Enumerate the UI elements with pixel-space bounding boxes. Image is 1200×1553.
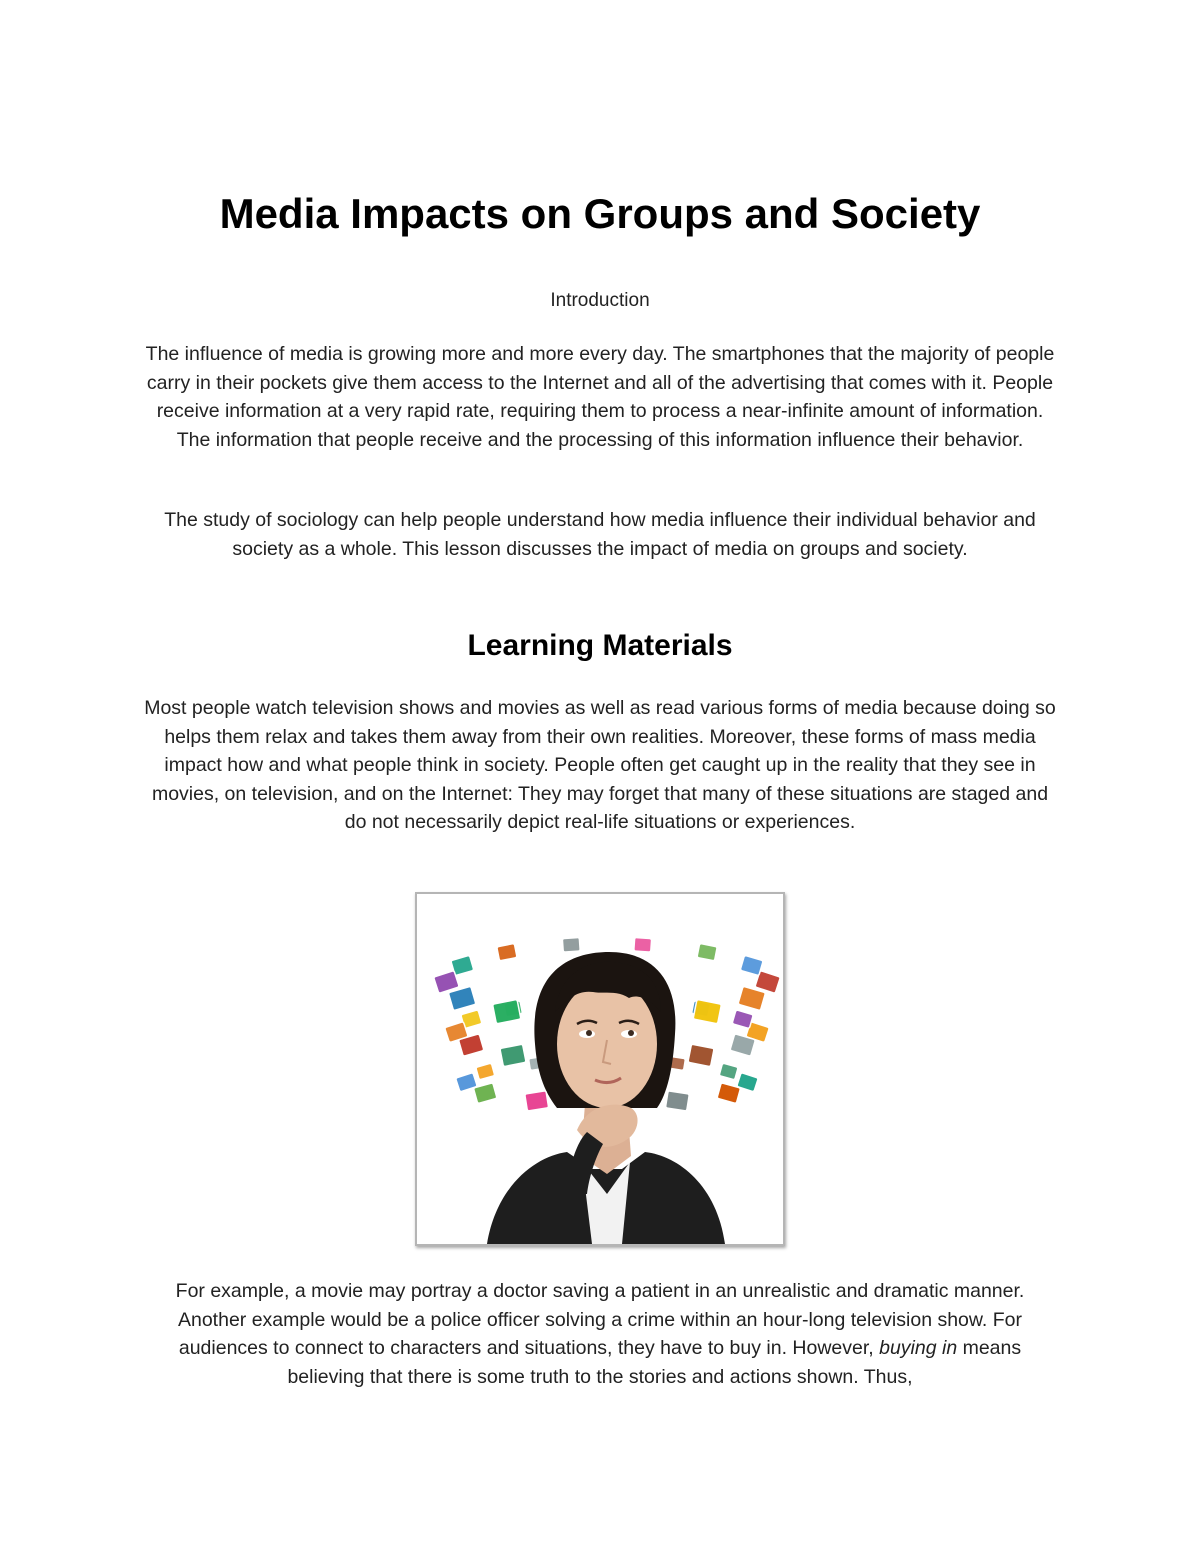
media-illustration-image [415,892,785,1246]
media-tile [562,937,580,952]
media-illustration-svg [417,894,783,1244]
media-tile [688,1044,714,1067]
section-heading-learning-materials: Learning Materials [467,629,733,662]
learning-paragraph-2 [140,1277,1060,1391]
right-pupil [628,1030,634,1036]
intro-paragraph-2: The study of sociology can help people understand how media influence their individual behavior and society as a whole. This lesson discusses the impact of media on groups and society. [164,509,1036,560]
paragraph-text-after: means believing that there is some truth to the stories and actions shown. Thus, [287,1337,1022,1388]
media-tile [525,1091,549,1111]
media-tile [497,943,517,961]
paragraph-text-before: For example, a movie may portray a doctor saving a patient in an unrealistic and dramatic manner. Another example would be a police officer solving a crime within an hour-long television show. For audiences to connect to characters and situations, they have to buy in. However, [175,1280,1025,1360]
media-tile [693,999,721,1023]
media-tile [493,999,521,1023]
media-tile [665,1091,689,1111]
page-title: Media Impacts on Groups and Society [219,190,981,237]
left-pupil [586,1030,592,1036]
media-tile [500,1044,526,1067]
media-tile [697,943,717,961]
introduction-label: Introduction [550,290,650,311]
media-tile [634,937,652,952]
learning-paragraph-1: Most people watch television shows and movies as well as read various forms of media because doing so helps them relax and takes them away from their own realities. Moreover, these forms of mass media impact how and what people think in society. People often get caught up in the reality that they see in movies, on television, and on the Internet: They may forget that many of these situations are staged and do not necessarily depict real-life situations or experiences. [144,697,1056,834]
emphasis-buying-in: buying in [879,1337,958,1360]
intro-paragraph-1: The influence of media is growing more and more every day. The smartphones that the majority of people carry in their pockets give them access to the Internet and all of the advertising that comes with it. People receive information at a very rapid rate, requiring them to process a near-infinite amount of information. The information that people receive and the processing of this information influence their behavior. [145,343,1055,451]
